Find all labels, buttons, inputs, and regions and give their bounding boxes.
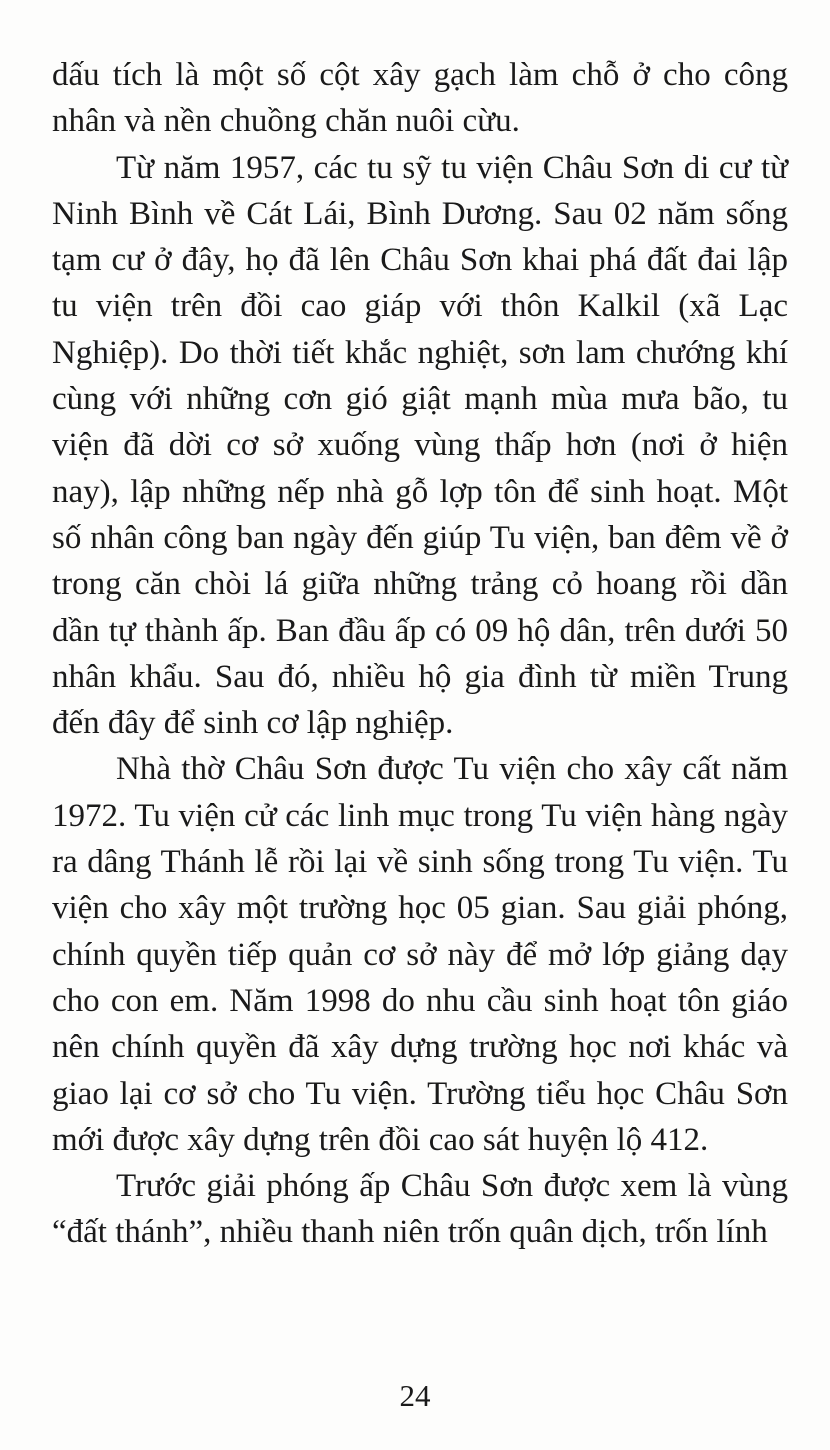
paragraph: Trước giải phóng ấp Châu Sơn được xem là vùng “đất thánh”, nhiều thanh niên trốn quân dịch, trốn lính — [52, 1168, 788, 1251]
page-number: 24 — [399, 1378, 431, 1413]
paragraph: Từ năm 1957, các tu sỹ tu viện Châu Sơn di cư từ Ninh Bình về Cát Lái, Bình Dương. Sau 02 năm sống tạm cư ở đây, họ đã lên Châu Sơn khai phá đất đai lập tu viện trên đồi cao giáp với thôn Kalkil (xã Lạc Nghiệp). Do thời tiết khắc nghiệt, sơn lam chướng khí cùng với những cơn gió giật mạnh mùa mưa bão, tu viện đã dời cơ sở xuống vùng thấp hơn (nơi ở hiện nay), lập những nếp nhà gỗ lợp tôn để sinh hoạt. Một số nhân công ban ngày đến giúp Tu viện, ban đêm về ở trong căn chòi lá giữa những trảng cỏ hoang rồi dần dần tự thành ấp. Ban đầu ấp có 09 hộ dân, trên dưới 50 nhân khẩu. Sau đó, nhiều hộ gia đình từ miền Trung đến đây để sinh cơ lập nghiệp. — [52, 149, 788, 742]
body-text — [52, 52, 788, 1256]
paragraph: Nhà thờ Châu Sơn được Tu viện cho xây cất năm 1972. Tu viện cử các linh mục trong Tu viện hàng ngày ra dâng Thánh lễ rồi lại về sinh sống trong Tu viện. Tu viện cho xây một trường học 05 gian. Sau giải phóng, chính quyền tiếp quản cơ sở này để mở lớp giảng dạy cho con em. Năm 1998 do nhu cầu sinh hoạt tôn giáo nên chính quyền đã xây dựng trường học nơi khác và giao lại cơ sở cho Tu viện. Trường tiểu học Châu Sơn mới được xây dựng trên đồi cao sát huyện lộ 412. — [52, 751, 788, 1158]
paragraph-continued: dấu tích là một số cột xây gạch làm chỗ ở cho công nhân và nền chuồng chăn nuôi cừu. — [52, 57, 788, 140]
